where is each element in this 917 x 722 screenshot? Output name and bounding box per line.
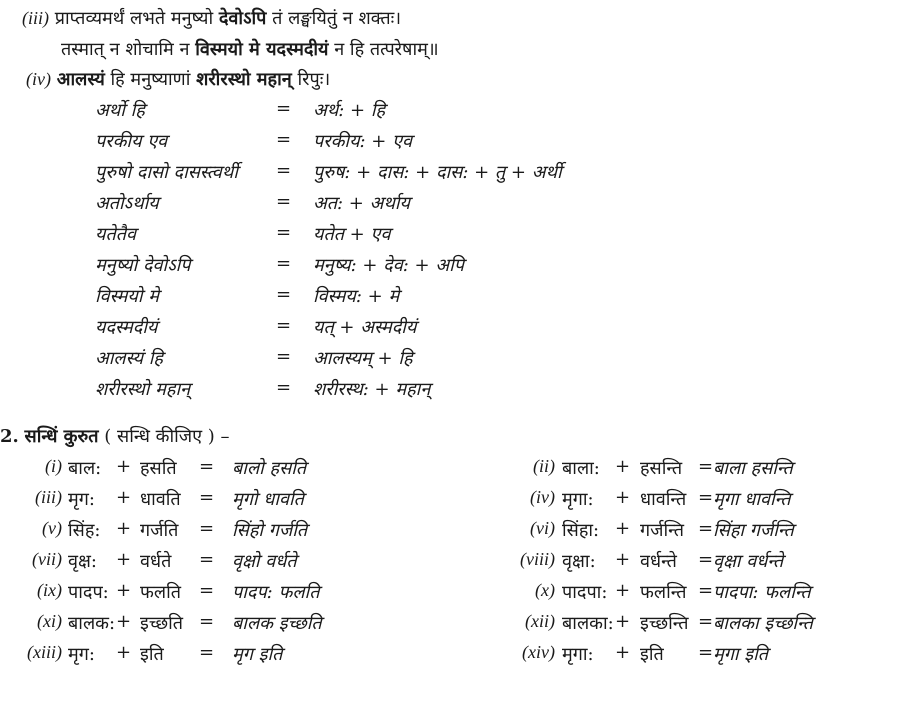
split-parts: यत् + अस्मदीयं bbox=[313, 317, 417, 338]
split-row bbox=[0, 191, 917, 219]
first-word: बाल: bbox=[68, 458, 102, 479]
second-word: हसन्ति bbox=[640, 458, 683, 479]
second-word: धावति bbox=[140, 489, 181, 510]
result-word: वृक्षा वर्धन्ते bbox=[713, 551, 784, 572]
equals-sign: = bbox=[276, 222, 292, 243]
verse-segment: आलस्यं bbox=[56, 69, 105, 90]
result-word: सिंहा गर्जन्ति bbox=[713, 520, 794, 541]
split-word: आलस्यं हि bbox=[95, 348, 163, 369]
equals-sign: = bbox=[276, 346, 292, 367]
split-parts: अर्थ: + हि bbox=[313, 100, 386, 121]
first-word: बालका: bbox=[562, 613, 614, 634]
first-word: सिंहा: bbox=[562, 520, 600, 541]
join-row bbox=[0, 611, 917, 639]
item-label: (i) bbox=[45, 456, 62, 476]
split-parts: परकीय: + एव bbox=[313, 131, 413, 152]
equals-sign: = bbox=[199, 549, 215, 570]
result-word: बालका इच्छन्ति bbox=[713, 613, 813, 634]
verse-segment: विस्मयो मे यदस्मदीयं bbox=[195, 39, 329, 60]
split-row bbox=[0, 315, 917, 343]
join-row bbox=[0, 549, 917, 577]
plus-sign: + bbox=[116, 642, 132, 663]
equals-sign: = bbox=[698, 549, 714, 570]
join-row bbox=[0, 518, 917, 546]
split-word: पुरुषो दासो दासस्त्वर्थी bbox=[95, 162, 238, 183]
equals-sign: = bbox=[199, 611, 215, 632]
join-row bbox=[0, 642, 917, 670]
item-label: (viii) bbox=[520, 549, 555, 569]
first-word: मृगा: bbox=[562, 489, 594, 510]
verse-segment: रिपुः। bbox=[291, 69, 331, 90]
equals-sign: = bbox=[276, 284, 292, 305]
equals-sign: = bbox=[276, 253, 292, 274]
split-parts: अत: + अर्थाय bbox=[313, 193, 410, 214]
second-word: फलति bbox=[140, 582, 182, 603]
split-word: अतोऽर्थाय bbox=[95, 193, 159, 214]
verse-text bbox=[61, 39, 439, 60]
equals-sign: = bbox=[276, 98, 292, 119]
result-word: बालक इच्छति bbox=[232, 613, 322, 634]
equals-sign: = bbox=[698, 518, 714, 539]
second-word: धावन्ति bbox=[640, 489, 687, 510]
equals-sign: = bbox=[698, 642, 714, 663]
equals-sign: = bbox=[698, 580, 714, 601]
equals-sign: = bbox=[199, 487, 215, 508]
question-number: 2. bbox=[0, 426, 19, 447]
join-row bbox=[0, 487, 917, 515]
first-word: वृक्षा: bbox=[562, 551, 596, 572]
verse-label: (iv) bbox=[26, 69, 51, 89]
plus-sign: + bbox=[116, 518, 132, 539]
first-word: वृक्ष: bbox=[68, 551, 97, 572]
verse-iii-line1 bbox=[22, 6, 401, 30]
split-parts: आलस्यम् + हि bbox=[313, 348, 413, 369]
second-word: वर्धते bbox=[140, 551, 172, 572]
result-word: मृगा इति bbox=[713, 644, 769, 665]
verse-text bbox=[55, 8, 401, 29]
second-word: फलन्ति bbox=[640, 582, 687, 603]
equals-sign: = bbox=[698, 487, 714, 508]
result-word: मृगो धावति bbox=[232, 489, 304, 510]
split-row bbox=[0, 346, 917, 374]
split-row bbox=[0, 98, 917, 126]
equals-sign: = bbox=[199, 518, 215, 539]
verse-text bbox=[57, 69, 330, 90]
equals-sign: = bbox=[698, 611, 714, 632]
verse-segment: न हि तत्परेषाम्॥ bbox=[328, 39, 439, 60]
equals-sign: = bbox=[276, 191, 292, 212]
item-label: (x) bbox=[535, 580, 555, 600]
plus-sign: + bbox=[615, 487, 631, 508]
verse-segment: देवोऽपि bbox=[218, 8, 267, 29]
result-word: पादप: फलति bbox=[232, 582, 320, 603]
plus-sign: + bbox=[615, 456, 631, 477]
second-word: इति bbox=[640, 644, 664, 665]
result-word: वृक्षो वर्धते bbox=[232, 551, 297, 572]
plus-sign: + bbox=[615, 549, 631, 570]
result-word: मृग इति bbox=[232, 644, 283, 665]
verse-segment: तं लङ्घयितुं न शक्तः। bbox=[266, 8, 402, 29]
second-word: गर्जति bbox=[140, 520, 179, 541]
item-label: (ix) bbox=[37, 580, 62, 600]
split-row bbox=[0, 222, 917, 250]
split-parts: विस्मय: + मे bbox=[313, 286, 400, 307]
split-word: विस्मयो मे bbox=[95, 286, 160, 307]
item-label: (xii) bbox=[525, 611, 555, 631]
split-parts: पुरुष: + दास: + दास: + तु + अर्थी bbox=[313, 162, 562, 183]
split-row bbox=[0, 129, 917, 157]
split-row bbox=[0, 253, 917, 281]
plus-sign: + bbox=[116, 580, 132, 601]
plus-sign: + bbox=[615, 518, 631, 539]
verse-label: (iii) bbox=[22, 8, 49, 28]
item-label: (iv) bbox=[530, 487, 555, 507]
equals-sign: = bbox=[698, 456, 714, 477]
equals-sign: = bbox=[276, 377, 292, 398]
split-word: यतेतैव bbox=[95, 224, 136, 245]
result-word: सिंहो गर्जति bbox=[232, 520, 308, 541]
item-label: (xiii) bbox=[27, 642, 62, 662]
split-word: मनुष्यो देवोऽपि bbox=[95, 255, 191, 276]
split-row bbox=[0, 377, 917, 405]
split-word: परकीय एव bbox=[95, 131, 168, 152]
plus-sign: + bbox=[615, 580, 631, 601]
equals-sign: = bbox=[276, 160, 292, 181]
question-title: सन्धिं कुरुत bbox=[24, 426, 99, 447]
first-word: मृग: bbox=[68, 644, 95, 665]
second-word: हसति bbox=[140, 458, 177, 479]
verse-iv-line1 bbox=[26, 67, 330, 91]
plus-sign: + bbox=[116, 487, 132, 508]
split-row bbox=[0, 160, 917, 188]
second-word: गर्जन्ति bbox=[640, 520, 684, 541]
split-word: अर्थो हि bbox=[95, 100, 145, 121]
split-parts: यतेत + एव bbox=[313, 224, 391, 245]
equals-sign: = bbox=[276, 129, 292, 150]
split-word: शरीरस्थो महान् bbox=[95, 379, 191, 400]
verse-segment: हि मनुष्याणां bbox=[104, 69, 197, 90]
first-word: बालक: bbox=[68, 613, 116, 634]
equals-sign: = bbox=[199, 580, 215, 601]
question-subtitle: ( सन्धि कीजिए ) – bbox=[104, 426, 230, 447]
plus-sign: + bbox=[615, 642, 631, 663]
split-word: यदस्मदीयं bbox=[95, 317, 158, 338]
result-word: बालो हसति bbox=[232, 458, 307, 479]
first-word: पादप: bbox=[68, 582, 109, 603]
item-label: (vi) bbox=[530, 518, 555, 538]
second-word: इच्छति bbox=[140, 613, 184, 634]
equals-sign: = bbox=[199, 456, 215, 477]
second-word: इच्छन्ति bbox=[640, 613, 689, 634]
item-label: (xi) bbox=[37, 611, 62, 631]
equals-sign: = bbox=[199, 642, 215, 663]
plus-sign: + bbox=[116, 611, 132, 632]
verse-segment: शरीरस्थो महान् bbox=[196, 69, 292, 90]
first-word: मृग: bbox=[68, 489, 95, 510]
verse-segment: प्राप्तव्यमर्थं लभते मनुष्यो bbox=[54, 8, 219, 29]
equals-sign: = bbox=[276, 315, 292, 336]
result-word: मृगा धावन्ति bbox=[713, 489, 791, 510]
item-label: (ii) bbox=[533, 456, 555, 476]
split-row bbox=[0, 284, 917, 312]
first-word: सिंह: bbox=[68, 520, 101, 541]
item-label: (iii) bbox=[35, 487, 62, 507]
item-label: (xiv) bbox=[522, 642, 555, 662]
question-2-heading bbox=[0, 424, 230, 448]
item-label: (v) bbox=[42, 518, 62, 538]
join-row bbox=[0, 580, 917, 608]
join-row bbox=[0, 456, 917, 484]
plus-sign: + bbox=[615, 611, 631, 632]
first-word: पादपा: bbox=[562, 582, 608, 603]
plus-sign: + bbox=[116, 549, 132, 570]
first-word: मृगा: bbox=[562, 644, 594, 665]
plus-sign: + bbox=[116, 456, 132, 477]
result-word: पादपा: फलन्ति bbox=[713, 582, 811, 603]
second-word: वर्धन्ते bbox=[640, 551, 677, 572]
verse-segment: तस्मात् न शोचामि न bbox=[61, 39, 196, 60]
item-label: (vii) bbox=[32, 549, 62, 569]
split-parts: शरीरस्थ: + महान् bbox=[313, 379, 431, 400]
first-word: बाला: bbox=[562, 458, 600, 479]
second-word: इति bbox=[140, 644, 164, 665]
result-word: बाला हसन्ति bbox=[713, 458, 793, 479]
split-parts: मनुष्य: + देव: + अपि bbox=[313, 255, 464, 276]
verse-iii-line2 bbox=[61, 37, 439, 61]
